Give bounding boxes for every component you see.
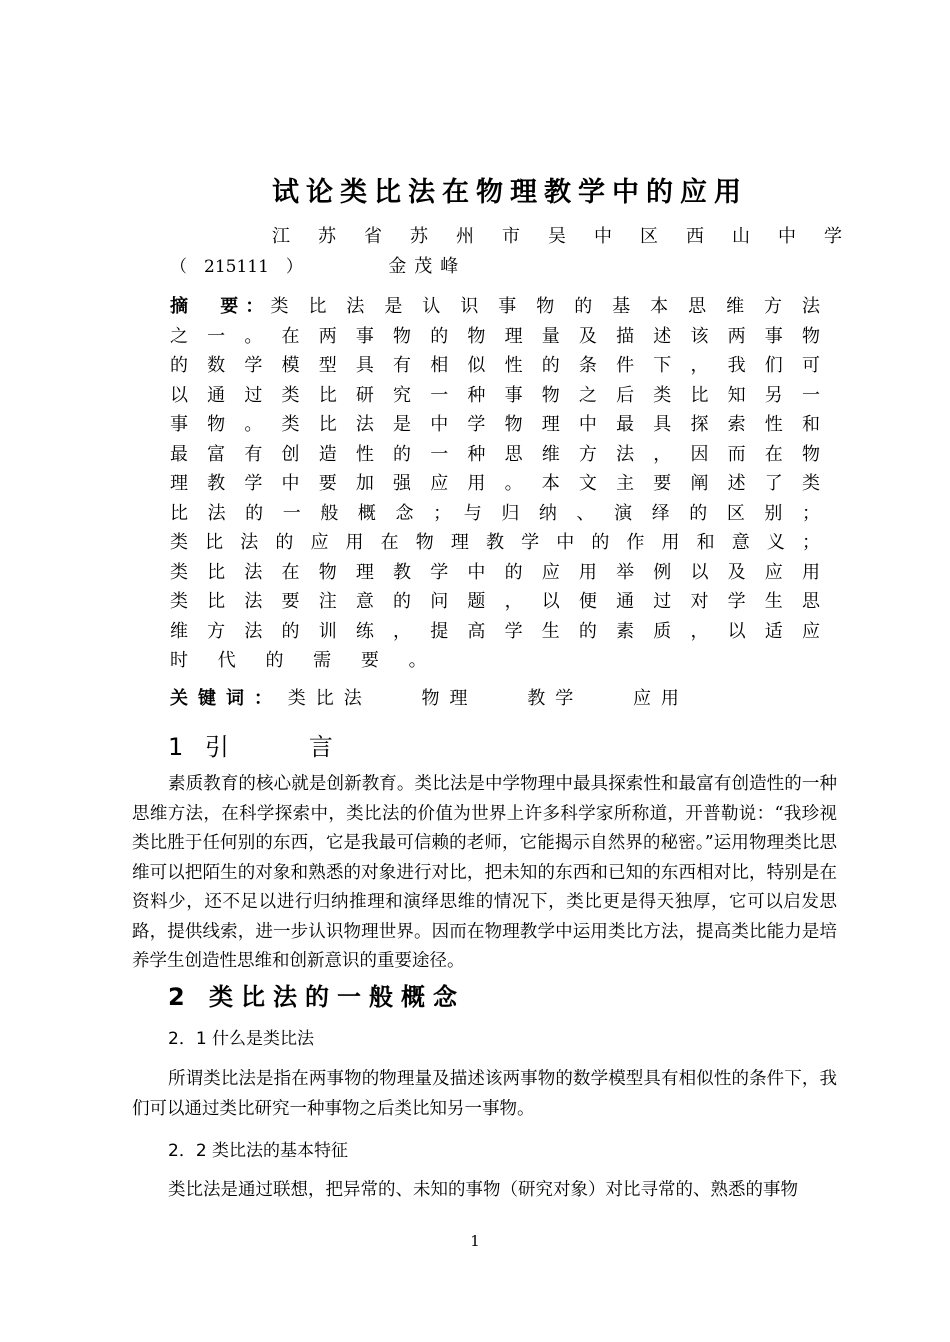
keyword: 物理	[421, 688, 478, 709]
keyword: 类比法	[287, 688, 372, 709]
section-heading-concept: 2 类比法的一般概念	[168, 983, 466, 1011]
keyword: 教学	[527, 688, 584, 709]
subsection-heading-basic-features: 2．2 类比法的基本特征	[168, 1141, 349, 1161]
subsection-heading-what-is-analogy: 2．1 什么是类比法	[168, 1029, 315, 1049]
abstract-line: 类 比 法 在 物 理 教 学 中 的 应 用 举 例 以 及 应 用	[170, 561, 820, 583]
abstract-line: 的 数 学 模 型 具 有 相 似 性 的 条 件 下 ， 我 们 可	[170, 355, 820, 376]
abstract-line: 摘 要：类 比 法 是 认 识 事 物 的 基 本 思 维 方 法	[170, 296, 821, 317]
keyword: 应用	[632, 688, 689, 709]
keywords-label: 关键词：	[170, 688, 282, 709]
page-number: 1	[470, 1232, 480, 1250]
definition-paragraph: 所谓类比法是指在两事物的物理量及描述该两事物的数学模型具有相似性的条件下，我们可以通过类比研究一种事物之后类比知另一事物。	[132, 1069, 837, 1119]
section-heading-introduction: 1 引 言	[168, 733, 333, 761]
abstract-line: 维 方 法 的 训 练 ， 提 高 学 生 的 素 质 ， 以 适 应	[170, 620, 820, 642]
keywords	[170, 684, 733, 710]
introduction-paragraph: 素质教育的核心就是创新教育。类比法是中学物理中最具探索性和最富有创造性的一种思维方法，在科学探索中，类比法的价值为世界上许多科学家所称道，开普勒说：“我珍视类比胜于任何别的东西，它是我最可信赖的老师，它能揭示自然界的秘密。”运用物理类比思维可以把陌生的对象和熟悉的对象进行对比，把未知的东西和已知的东西相对比，特别是在资料少，还不足以进行归纳推理和演绎思维的情况下，类比更是得天独厚，它可以启发思路，提供线索，进一步认识物理世界。因而在物理教学中运用类比方法，提高类比能力是培养学生创造性思维和创新意识的重要途径。	[132, 774, 837, 971]
abstract-line: 时 代 的 需 要 。	[170, 650, 439, 671]
section-number: 1	[168, 733, 184, 761]
features-paragraph: 类比法是通过联想，把异常的、未知的事物（研究对象）对比寻常的、熟悉的事物	[168, 1180, 798, 1200]
paper-title: 试论类比法在物理教学中的应用	[272, 177, 748, 208]
abstract-line: 之 一 。 在 两 事 物 的 物 理 量 及 描 述 该 两 事 物	[170, 325, 820, 347]
abstract-line: 事 物 。 类 比 法 是 中 学 物 理 中 最 具 探 索 性 和	[170, 414, 820, 435]
abstract-line: 类 比 法 的 应 用 在 物 理 教 学 中 的 作 用 和 意 义 ；	[170, 532, 820, 553]
abstract-line: 以 通 过 类 比 研 究 一 种 事 物 之 后 类 比 知 另 一	[170, 384, 820, 406]
author-name: 金茂峰	[388, 256, 467, 277]
abstract-line: 类 比 法 要 注 意 的 问 题 ， 以 便 通 过 对 学 生 思	[170, 591, 820, 612]
abstract-label: 摘 要：	[170, 296, 271, 317]
author-affiliation: 江 苏 省 苏 州 市 吴 中 区 西 山 中 学	[272, 226, 842, 247]
abstract-line: 理 教 学 中 要 加 强 应 用 。 本 文 主 要 阐 述 了 类	[170, 473, 820, 494]
postal-code: （ 215111 ）	[170, 257, 303, 277]
abstract	[170, 292, 820, 676]
abstract-line: 比 法 的 一 般 概 念 ； 与 归 纳 、 演 绎 的 区 别 ；	[170, 502, 820, 524]
abstract-line: 最 富 有 创 造 性 的 一 种 思 维 方 法 ， 因 而 在 物	[170, 443, 820, 465]
affiliation-line-2	[170, 252, 466, 278]
